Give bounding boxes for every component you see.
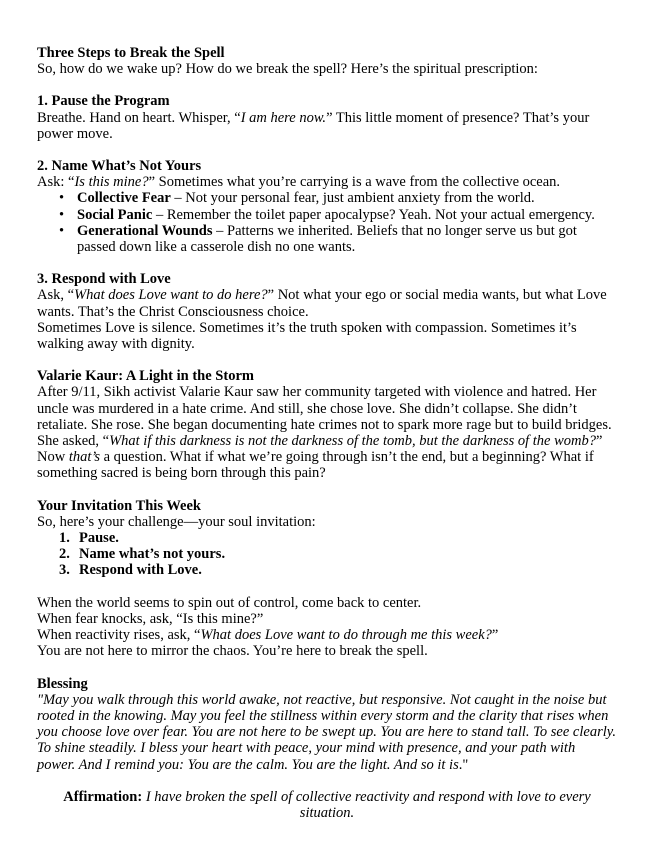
blessing-paragraph: "May you walk through this world awake, not reactive, but responsive. Not caught in the noise but rooted in the knowing. May you feel the stillness within every storm and the clarity that rises when you choose love over fear. You are not here to be swept up. You are here to stand tall. To see clearly. To shine steadily. I bless your heart with peace, your mind with presence, and your path with power. And I remind you: You are the calm. You are the light. And so it is." [37,691,617,773]
section-heading-invitation: Your Invitation This Week [37,497,201,514]
closing-line-1: When the world seems to spin out of control, come back to center. [37,594,422,611]
bullet-icon: • [59,206,65,223]
bullet-icon: • [59,190,65,207]
valarie-reflection: Now that’s a question. What if what we’re going through isn’t the end, but a beginning? What if something sacred is being born through this pain? [37,449,594,482]
section-heading-valarie: Valarie Kaur: A Light in the Storm [37,368,254,385]
section-heading-respond: 3. Respond with Love [37,271,171,288]
closing-line-4: You are not here to mirror the chaos. You’re here to break the spell. [37,643,428,660]
document-page [37,45,617,821]
section-heading-pause: 1. Pause the Program [37,93,170,110]
section-heading-name: 2. Name What’s Not Yours [37,158,202,175]
intro-paragraph: So, how do we wake up? How do we break the spell? Here’s the spiritual prescription: [37,61,538,78]
list-item: • Generational Wounds – Patterns we inherited. Beliefs that no longer serve us but got passed down like a casserole dish no one wants. [59,222,577,256]
bullet-icon: • [59,222,65,239]
list-item: • Collective Fear – Not your personal fear, just ambient anxiety from the world. [59,190,535,207]
list-item: • Social Panic – Remember the toilet paper apocalypse? Yeah. Not your actual emergency. [59,206,595,223]
affirmation: Affirmation: I have broken the spell of collective reactivity and respond with love to every situation. [63,788,591,821]
closing-line-2: When fear knocks, ask, “Is this mine?” [37,610,264,627]
respond-paragraph: Ask, “What does Love want to do here?” Not what your ego or social media wants, but what Love wants. That’s the Christ Consciousness choice. [37,287,607,320]
name-paragraph: Ask: “Is this mine?” Sometimes what you’re carrying is a wave from the collective ocean. [37,174,561,191]
valarie-paragraph: After 9/11, Sikh activist Valarie Kaur saw her community targeted with violence and hatred. Her uncle was murdered in a hate crime. And still, she chose love. She didn’t collapse. She didn’t retaliate. She rose. She began documenting hate crimes not to spark more rage but to build bridges. [37,384,612,433]
section-heading-blessing: Blessing [37,675,88,692]
invitation-paragraph: So, here’s your challenge—your soul invitation: [37,513,316,530]
respond-paragraph-2: Sometimes Love is silence. Sometimes it’s the truth spoken with compassion. Sometimes it’s walking away with dignity. [37,319,577,353]
list-item: 3. Respond with Love. [59,562,202,579]
closing-line-3: When reactivity rises, ask, “What does Love want to do through me this week?” [37,627,499,644]
list-item: 1. Pause. [59,530,119,547]
steps-list [37,530,617,579]
pause-paragraph: Breathe. Hand on heart. Whisper, “I am here now.” This little moment of presence? That’s your power move. [37,109,590,142]
list-item: 2. Name what’s not yours. [59,546,226,563]
section-heading-three-steps: Three Steps to Break the Spell [37,45,225,61]
valarie-question: She asked, “What if this darkness is not the darkness of the tomb, but the darkness of the womb?” [37,433,603,450]
bullet-list [37,190,617,255]
